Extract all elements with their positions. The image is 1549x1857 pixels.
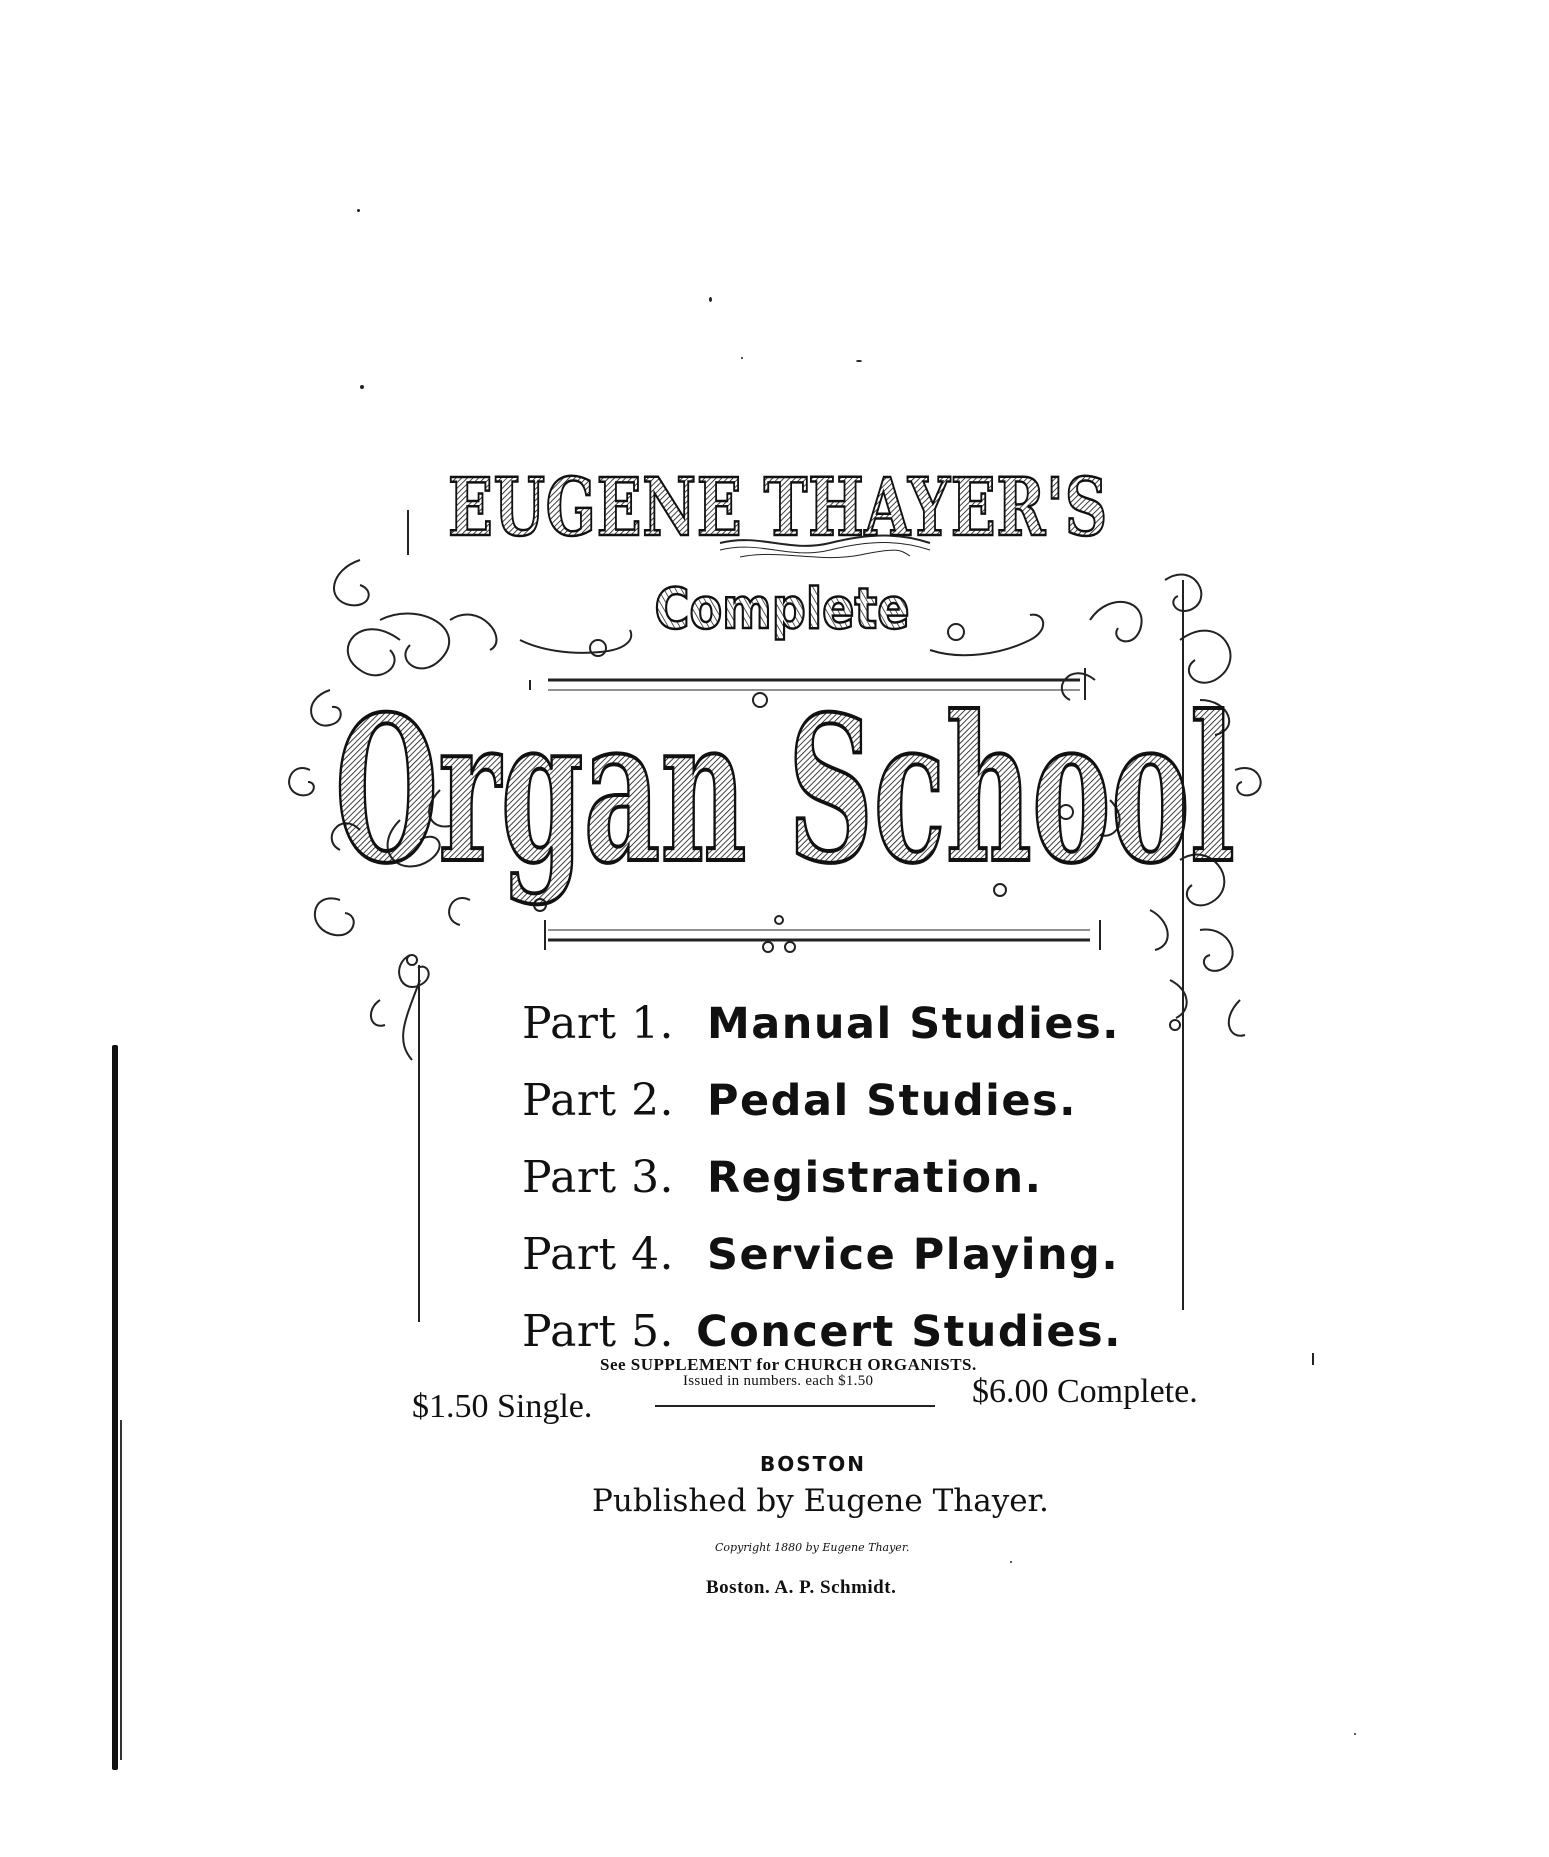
- title-subtitle: Complete: [654, 577, 910, 642]
- part-label: Part 3.: [522, 1152, 675, 1203]
- part-title: Pedal Studies.: [707, 1075, 1077, 1126]
- title-main: Organ School: [335, 673, 1235, 908]
- part-label: Part 2.: [522, 1075, 675, 1126]
- part-row: [522, 1062, 1122, 1139]
- part-label: Part 4.: [522, 1229, 675, 1280]
- part-row: [522, 1216, 1122, 1293]
- copyright-notice: Copyright 1880 by Eugene Thayer.: [715, 1541, 910, 1554]
- imprint-publisher: Published by Eugene Thayer.: [592, 1483, 1049, 1519]
- imprint-printer: Boston. A. P. Schmidt.: [706, 1577, 897, 1598]
- part-title: Service Playing.: [707, 1229, 1120, 1280]
- supplement-note: See SUPPLEMENT for CHURCH ORGANISTS.: [600, 1355, 977, 1374]
- part-title: Concert Studies.: [696, 1306, 1122, 1357]
- part-row: [522, 985, 1122, 1062]
- part-title: Manual Studies.: [707, 998, 1121, 1049]
- imprint-city: BOSTON: [760, 1452, 867, 1476]
- part-row: [522, 1139, 1122, 1216]
- price-divider: [655, 1405, 935, 1407]
- issued-note: Issued in numbers. each $1.50: [683, 1373, 874, 1389]
- part-label: Part 1.: [522, 998, 675, 1049]
- title-author: EUGENE THAYER'S: [448, 460, 1108, 554]
- price-complete: $6.00 Complete.: [972, 1373, 1198, 1410]
- part-label: Part 5.: [522, 1306, 675, 1357]
- parts-list: [522, 985, 1122, 1370]
- price-single: $1.50 Single.: [412, 1388, 593, 1425]
- part-title: Registration.: [707, 1152, 1043, 1203]
